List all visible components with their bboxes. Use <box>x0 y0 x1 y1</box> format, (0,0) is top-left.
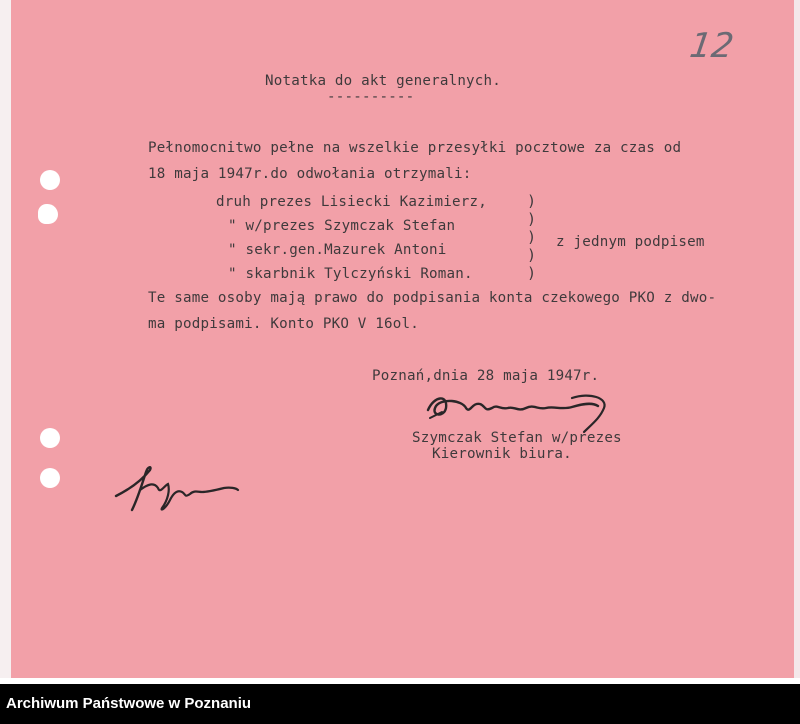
paragraph-line: Pełnomocnitwo pełne na wszelkie przesyłki pocztowe za czas od <box>148 140 682 156</box>
punch-hole <box>40 428 60 448</box>
recipient-line: " skarbnik Tylczyński Roman. <box>228 266 473 282</box>
bracket-mark: ) <box>527 192 537 210</box>
punch-hole <box>40 468 60 488</box>
recipient-line: " w/prezes Szymczak Stefan <box>228 218 456 234</box>
handwritten-signature <box>112 460 242 520</box>
punch-hole <box>38 204 58 224</box>
bracket-mark: ) <box>527 228 537 246</box>
signature-scope: z jednym podpisem <box>556 234 705 250</box>
signatory-line: Szymczak Stefan w/prezes <box>412 430 622 446</box>
punch-hole <box>40 170 60 190</box>
title-underline: ---------- <box>327 89 415 105</box>
sheet-left-edge <box>0 0 11 678</box>
paragraph-line: 18 maja 1947r.do odwołania otrzymali: <box>148 166 472 182</box>
page-number: 12 <box>687 26 737 66</box>
paragraph-line: ma podpisami. Konto PKO V 16ol. <box>148 316 419 332</box>
sheet-right-edge <box>794 0 800 678</box>
signatory-line: Kierownik biura. <box>432 446 572 462</box>
bracket-mark: ) <box>527 246 537 264</box>
paragraph-line: Te same osoby mają prawo do podpisania konta czekowego PKO z dwo- <box>148 290 717 306</box>
archive-name: Archiwum Państwowe w Poznaniu <box>6 695 252 712</box>
recipient-line: " sekr.gen.Mazurek Antoni <box>228 242 447 258</box>
place-date: Poznań,dnia 28 maja 1947r. <box>372 368 600 384</box>
recipient-line: druh prezes Lisiecki Kazimierz, <box>216 194 487 210</box>
archive-footer <box>0 684 800 724</box>
document-title: Notatka do akt generalnych. <box>265 73 502 89</box>
bracket-mark: ) <box>527 264 537 282</box>
bracket-mark: ) <box>527 210 537 228</box>
